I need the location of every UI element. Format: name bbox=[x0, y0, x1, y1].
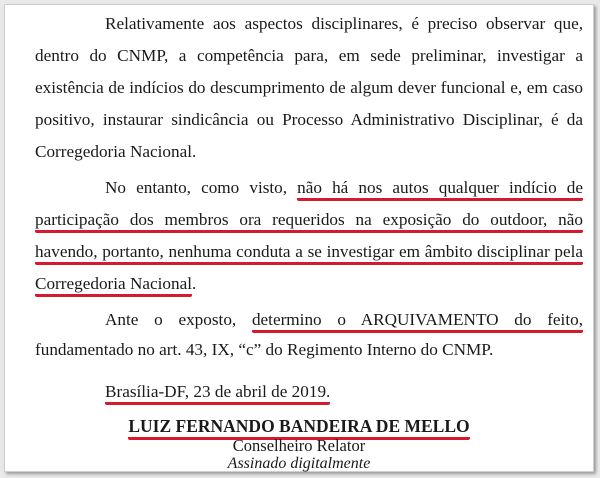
signer-role: Conselheiro Relator bbox=[232, 436, 366, 455]
highlighted-text: não há nos autos qualquer indício de bbox=[297, 178, 583, 201]
signature-note: Assinado digitalmente bbox=[227, 455, 371, 472]
highlighted-text: Corregedoria Nacional bbox=[35, 274, 192, 297]
highlighted-text: participação dos membros ora requeridos na exposição do outdoor, não bbox=[35, 210, 583, 233]
document-page bbox=[4, 4, 594, 472]
paragraph-1-line-1: Relativamente aos aspectos disciplinares, é preciso observar que, bbox=[105, 14, 583, 33]
paragraph-3-line-1: Ante o exposto, determino o ARQUIVAMENTO do feito, bbox=[105, 309, 583, 331]
paragraph-2-line-2 bbox=[35, 209, 583, 231]
paragraph-1-line-2: dentro do CNMP, a competência para, em sede preliminar, investigar a bbox=[35, 46, 583, 65]
paragraph-2-line-1: No entanto, como visto, não há nos autos qualquer indício de bbox=[105, 177, 583, 199]
place-and-date: Brasília-DF, 23 de abril de 2019. bbox=[105, 381, 330, 403]
paragraph-2-line-4: Corregedoria Nacional. bbox=[35, 273, 583, 295]
paragraph-2-line-3 bbox=[35, 241, 583, 263]
paragraph-1-line-4: positivo, instaurar sindicância ou Processo Administrativo Disciplinar, é da bbox=[35, 110, 583, 129]
paragraph-1-line-5: Corregedoria Nacional. bbox=[35, 142, 197, 161]
paragraph-1-line-3: existência de indícios do descumprimento de algum dever funcional e, em caso bbox=[35, 78, 583, 97]
paragraph-3-line-2: fundamentado no art. 43, IX, “c” do Regimento Interno do CNMP. bbox=[35, 340, 494, 359]
signer-name: LUIZ FERNANDO BANDEIRA DE MELLO bbox=[5, 415, 593, 437]
highlighted-text: havendo, portanto, nenhuma conduta a se investigar em âmbito disciplinar pela bbox=[35, 242, 583, 265]
highlighted-text: determino o ARQUIVAMENTO do feito, bbox=[252, 310, 583, 333]
